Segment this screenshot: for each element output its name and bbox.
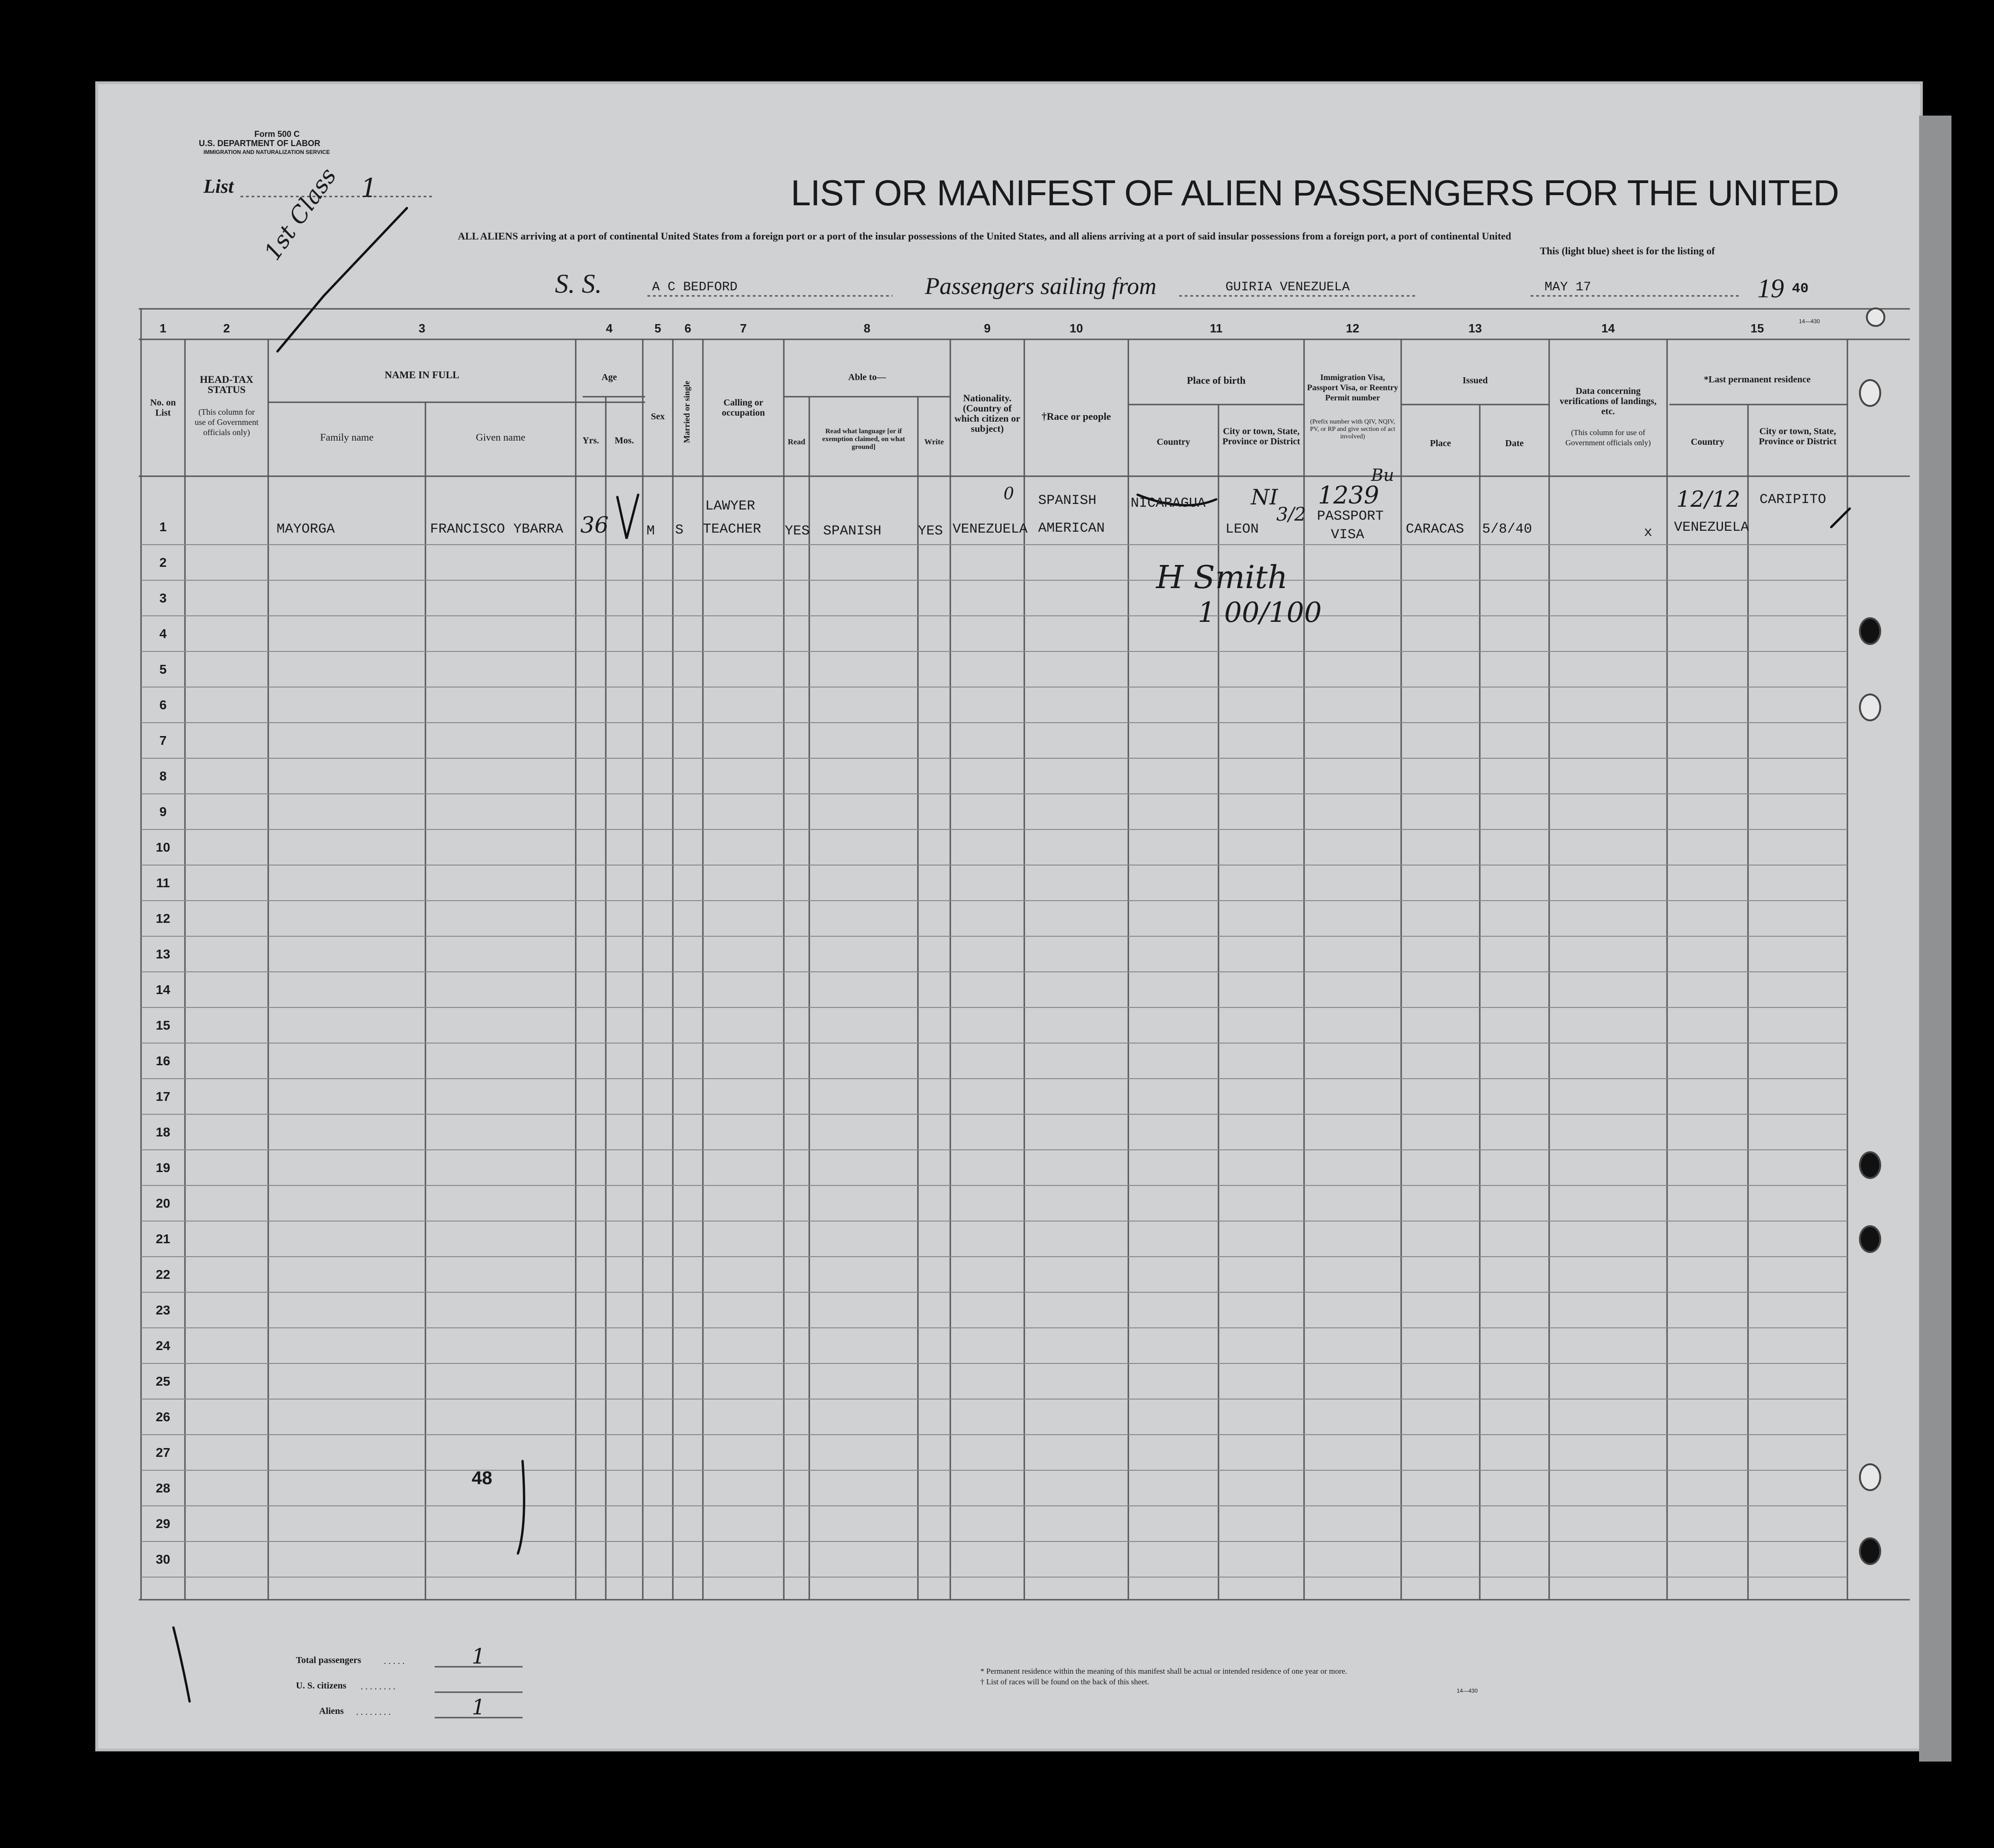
hdr-read-lang: Read what language [or if exemption claimed, on what ground] [822, 428, 905, 451]
col-num-7: 7 [740, 321, 747, 335]
hdr-issued: Issued [1462, 375, 1488, 386]
visa-mark: Bu [1371, 466, 1394, 485]
row-number: 13 [155, 947, 171, 961]
hdr-head-tax: HEAD-TAX STATUS [200, 374, 253, 395]
row-number: 2 [159, 555, 167, 570]
ship-name: A C BEDFORD [652, 280, 738, 295]
col-num-10: 10 [1070, 321, 1083, 335]
passenger-issued-date: 5/8/40 [1482, 522, 1532, 537]
passenger-age-years: 36 [580, 512, 609, 538]
passenger-res-city: CARIPITO [1760, 492, 1827, 508]
hdr-name-in-full: NAME IN FULL [384, 369, 460, 381]
hdr-res-city: City or town, State, Province or District [1759, 426, 1837, 447]
total-dots-2: . . . . . . . . [361, 1682, 395, 1692]
row-number: 7 [159, 733, 167, 748]
col-num-4: 4 [606, 321, 613, 335]
col-num-12: 12 [1346, 321, 1360, 335]
total-dots-1: . . . . . [384, 1656, 405, 1666]
hdr-pob-city: City or town, State, Province or District [1222, 426, 1300, 447]
hdr-married: Married or single [682, 381, 691, 443]
binder-hole [1859, 379, 1881, 407]
hdr-nationality: Nationality. (Country of which citizen or subject) [954, 393, 1021, 434]
row-number: 9 [159, 804, 167, 819]
hdr-place-of-birth: Place of birth [1187, 375, 1246, 386]
department: U.S. DEPARTMENT OF LABOR [199, 139, 320, 148]
passenger-occupation-2: TEACHER [703, 522, 762, 537]
row-number: 21 [155, 1232, 171, 1246]
row-number: 23 [155, 1303, 171, 1317]
hdr-race: †Race or people [1041, 411, 1111, 422]
hdr-age: Age [601, 372, 617, 382]
hdr-able-to: Able to— [848, 372, 886, 382]
row-number: 27 [155, 1445, 171, 1460]
row-number: 18 [155, 1125, 171, 1139]
manifest-subtitle-1: ALL ALIENS arriving at a port of continental United States from a foreign port or a port of the insular possessions of the United States, and all aliens arriving at a port of said insular possessions from a foreign port, a port of continental United [458, 230, 1511, 242]
nationality-mark: 0 [1003, 485, 1014, 503]
row-number: 4 [159, 626, 167, 641]
hdr-verif-note: (This column for use of Government officials only) [1565, 428, 1651, 447]
hdr-res-country: Country [1691, 437, 1724, 447]
class-note: 1st Class [259, 163, 342, 265]
hdr-given-name: Given name [476, 431, 525, 443]
form-code-bottom: 14—430 [1457, 1688, 1478, 1694]
passenger-sex: M [646, 523, 655, 539]
hdr-yrs: Yrs. [582, 436, 599, 446]
passenger-res-country: VENEZUELA [1674, 520, 1749, 535]
passenger-language: SPANISH [823, 523, 882, 539]
col-num-8: 8 [863, 321, 871, 335]
row-number: 14 [155, 982, 171, 997]
passenger-issued-place: CARACAS [1406, 522, 1465, 537]
binder-hole [1859, 1151, 1881, 1179]
residence-mark: 12/12 [1676, 486, 1741, 512]
hdr-verif: Data concerning verifications of landings, etc. [1559, 386, 1657, 417]
inspector-signature: H Smith [1156, 559, 1288, 596]
hdr-pob-country: Country [1157, 437, 1190, 447]
aliens-value: 1 [472, 1695, 486, 1719]
form-code-top: 14—430 [1799, 318, 1820, 325]
passenger-marital: S [675, 522, 684, 538]
sailing-label: Passengers sailing from [925, 273, 1157, 300]
col-num-13: 13 [1468, 321, 1482, 335]
row-number: 6 [159, 698, 167, 712]
hdr-head-tax-note: (This column for use of Government officials only) [195, 407, 258, 437]
list-number: 1 [361, 173, 377, 203]
hdr-no-on-list: No. on List [150, 398, 176, 418]
row-number: 16 [155, 1054, 171, 1068]
row-number: 24 [155, 1338, 171, 1353]
row-number: 22 [155, 1267, 171, 1282]
ni-mark: NI [1251, 485, 1278, 510]
footnote-1: * Permanent residence within the meaning of this manifest shall be actual or intended residence of one year or more. [980, 1667, 1348, 1676]
col-num-2: 2 [223, 321, 230, 335]
col-num-14: 14 [1601, 321, 1615, 335]
passenger-write: YES [918, 523, 943, 539]
hdr-visa-note: (Prefix number with QIV, NQIV, PV, or RP and give section of act involved) [1310, 418, 1396, 440]
passenger-birth-city: LEON [1225, 522, 1259, 537]
binder-hole [1859, 617, 1881, 645]
hdr-family-name: Family name [320, 431, 374, 443]
col-num-1: 1 [160, 321, 166, 335]
aliens-label: Aliens [319, 1706, 344, 1716]
passenger-nationality: VENEZUELA [953, 522, 1028, 537]
hdr-visa: Immigration Visa, Passport Visa, or Reentry Permit number [1307, 373, 1398, 402]
ni-fraction: 3/2 [1276, 504, 1306, 525]
year-suffix: 40 [1792, 281, 1809, 297]
row-number: 10 [155, 840, 171, 854]
col-num-15: 15 [1750, 321, 1764, 335]
verification-mark: x [1644, 525, 1653, 540]
col-num-6: 6 [684, 321, 691, 335]
hdr-mos: Mos. [615, 436, 634, 446]
row-number: 19 [155, 1160, 171, 1175]
hdr-issued-place: Place [1430, 438, 1451, 448]
service-name: IMMIGRATION AND NATURALIZATION SERVICE [203, 149, 330, 155]
row-number: 25 [155, 1374, 171, 1388]
manifest-subtitle-2: This (light blue) sheet is for the listing of [1540, 245, 1715, 257]
row-number: 20 [155, 1196, 171, 1210]
row-number: 5 [159, 662, 167, 676]
form-number: Form 500 C [254, 129, 300, 139]
list-label: List [203, 176, 234, 197]
hdr-issued-date: Date [1505, 438, 1524, 448]
row-number: 28 [155, 1481, 171, 1495]
hdr-sex: Sex [651, 411, 665, 422]
hdr-write: Write [924, 437, 944, 446]
binder-hole [1859, 1225, 1881, 1253]
col-num-3: 3 [418, 321, 425, 335]
sailing-date: MAY 17 [1545, 280, 1591, 295]
passenger-visa-number: 1239 [1318, 482, 1379, 510]
binder-hole [1859, 1463, 1881, 1491]
passenger-visa-type: PASSPORT [1317, 509, 1384, 524]
total-dots-3: . . . . . . . . [356, 1707, 391, 1717]
binder-hole [1859, 694, 1881, 721]
row-number: 30 [155, 1552, 171, 1566]
passenger-visa-type-2: VISA [1331, 527, 1365, 543]
row-number: 3 [159, 591, 167, 605]
passenger-family-name: MAYORGA [277, 522, 335, 537]
row-number: 17 [155, 1089, 171, 1104]
ss-label: S. S. [555, 269, 602, 299]
passenger-birth-country: NICARAGUA [1131, 496, 1206, 511]
row-number: 29 [155, 1516, 171, 1531]
footnote-2: † List of races will be found on the back of this sheet. [980, 1677, 1149, 1686]
departure-port: GUIRIA VENEZUELA [1225, 280, 1350, 295]
row-number: 8 [159, 769, 167, 783]
binder-hole [1859, 1537, 1881, 1565]
passenger-race-2: AMERICAN [1038, 521, 1105, 536]
col-num-11: 11 [1210, 321, 1223, 335]
row-number: 12 [155, 911, 171, 926]
year-prefix: 19 [1757, 273, 1784, 303]
col-num-5: 5 [654, 321, 661, 335]
manifest-title: LIST OR MANIFEST OF ALIEN PASSENGERS FOR THE UNITED [791, 172, 1839, 213]
row-number: 1 [159, 520, 167, 534]
row-number: 15 [155, 1018, 171, 1032]
row-number: 11 [156, 876, 170, 890]
passenger-read: YES [785, 523, 810, 539]
hdr-calling: Calling or occupation [721, 398, 765, 418]
hdr-last-res: *Last permanent residence [1704, 375, 1811, 385]
us-citizens-label: U. S. citizens [296, 1681, 346, 1691]
passenger-given-name: FRANCISCO YBARRA [430, 522, 564, 537]
binder-hole [1866, 307, 1885, 327]
passenger-race-1: SPANISH [1038, 493, 1097, 509]
total-passengers-value: 1 [472, 1644, 486, 1669]
stamp-number: 48 [472, 1468, 492, 1488]
hdr-read: Read [788, 437, 806, 446]
passenger-occupation-1: LAWYER [705, 498, 756, 514]
row-number: 26 [155, 1410, 171, 1424]
fee-note: 1 00/100 [1198, 596, 1322, 629]
col-num-9: 9 [984, 321, 991, 335]
total-passengers-label: Total passengers [296, 1655, 361, 1665]
